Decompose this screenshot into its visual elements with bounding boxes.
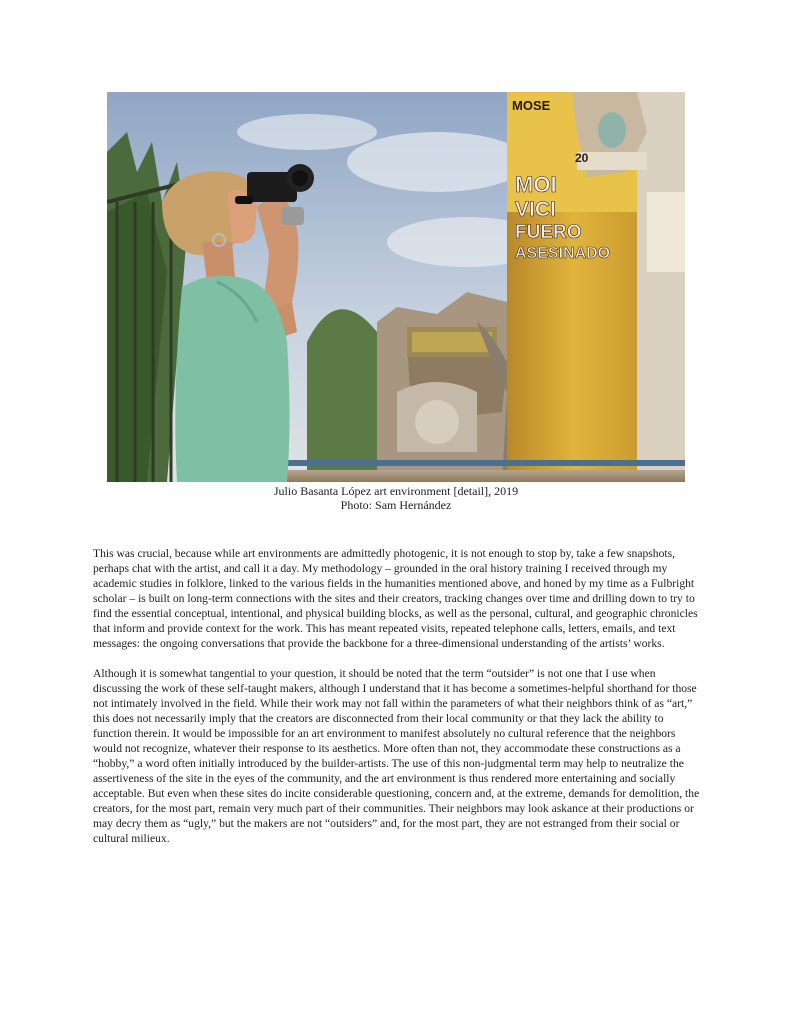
sign-text-3: MOI (515, 172, 557, 197)
sign-text-4: VICI (515, 198, 556, 221)
body-text (93, 546, 703, 861)
sign-text-6: ASESINADO (515, 245, 611, 262)
photo-caption (107, 484, 685, 512)
caption-credit: Photo: Sam Hernández (340, 498, 452, 512)
caption-title: Julio Basanta López art environment [detail], 2019 (273, 484, 519, 498)
sign-text-1: MOSE (512, 98, 551, 113)
sign-text-2: 20 (575, 151, 589, 165)
paragraph-2: Although it is somewhat tangential to your question, it should be noted that the term “outsider” is not one that I use when discussing the work of these self-taught makers, although I understand that it has become a sometimes-helpful shorthand for those not intimately involved in the field. While their work may not fall within the parameters of what their neighbors think of as “art,” this does not necessarily imply that the creators are disconnected from their local community or that they lack the ability to function therein. It would be impossible for an art environment to manifest absolutely no cultural reference that the neighbors would not recognize, whatever their response to its aesthetics. More often than not, they accommodate these constructions as a “hobby,” a word often initially introduced by the builder-artists. The use of this non-judgmental term may help to neutralize the assertiveness of the site in the eyes of the community, and the art environment is thus rendered more entertaining and socially acceptable. But even when these sites do incite considerable questioning, concern and, at the extreme, demands for demolition, the creators, for the most part, remain very much part of their communities. Their neighbors may look askance at their productions or may decry them as “ugly,” but the makers are not “outsiders” and, for the most part, they are not estranged from their social or cultural milieux. (93, 667, 700, 845)
sign-text-5: FUERO (515, 222, 582, 243)
paragraph-1: This was crucial, because while art environments are admittedly photogenic, it is not enough to stop by, take a few snapshots, perhaps chat with the artist, and call it a day. My methodology – grounded in the oral history training I received through my academic studies in folklore, linked to the various fields in the humanities mentioned above, and honed by my time as a Fulbright scholar – is built on long-term connections with the sites and their creators, tracking changes over time and drilling down to try to find the essential conceptual, intentional, and physical building blocks, as well as the personal, cultural, and geographic chronicles that inform and provide context for the work. This has meant repeated visits, repeated telephone calls, letters, emails, and text messages: the ongoing conversations that provide the backbone for a three-dimensional understanding of the artists’ works. (93, 547, 698, 650)
photo (107, 92, 685, 482)
